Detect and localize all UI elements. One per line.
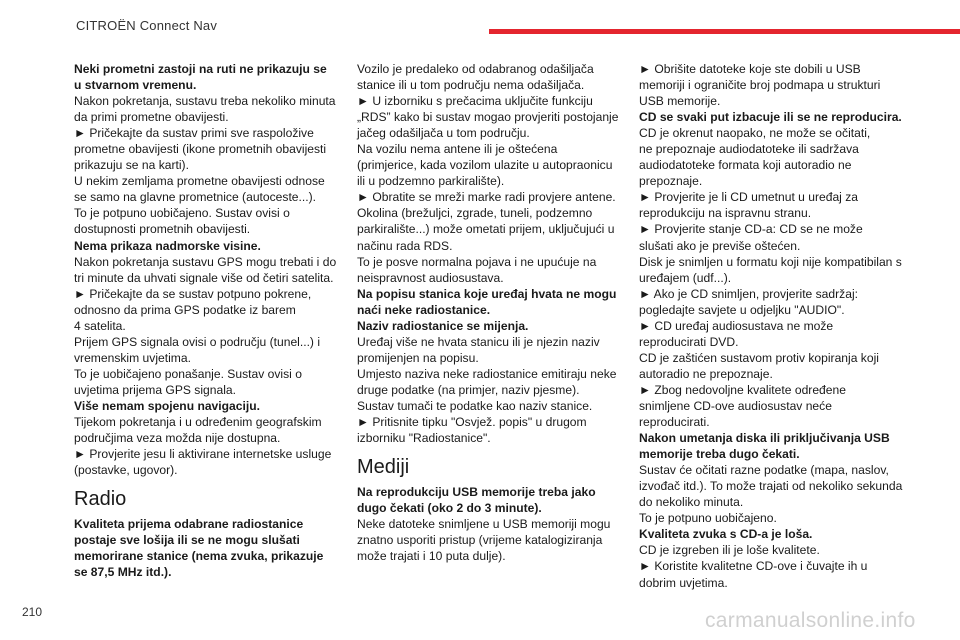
section-heading: Mediji [357,456,410,479]
topic-heading-line: Naziv radiostanice se mijenja. [357,318,529,333]
page-number: 210 [22,605,43,619]
body-text-line: do nekoliko minuta. [639,495,744,510]
body-text-line: ► Pričekajte da se sustav potpuno pokrene, [74,286,312,301]
text-column-right [639,61,907,591]
body-text-line: promijenjen na popisu. [357,350,479,365]
topic-heading-line: u stvarnom vremenu. [74,78,197,93]
body-text-line: ► Ako je CD snimljen, provjerite sadržaj: [639,286,858,301]
watermark: carmanualsonline.info [705,609,916,632]
body-text-line: područjima veza možda nije dostupna. [74,431,281,446]
topic-heading-line: se 87,5 MHz itd.). [74,565,172,580]
body-text-line: Sustav tumači te podatke kao naziv stanice. [357,398,593,413]
body-text-line: audiodatoteke formata koji autoradio ne [639,158,852,173]
topic-heading-line: memorije treba dugo čekati. [639,447,800,462]
body-text-line: ► Provjerite stanje CD-a: CD se ne može [639,222,863,237]
body-text-line: To je potpuno uobičajeno. [639,511,777,526]
body-text-line: načinu rada RDS. [357,238,453,253]
body-text-line: ► Koristite kvalitetne CD-ove i čuvajte ih u [639,559,868,574]
body-text-line: ili u podzemno parkiralište). [357,174,505,189]
body-text-line: reprodukciju na ispravnu stranu. [639,206,812,221]
body-text-line: To je posve normalna pojava i ne upućuje na [357,254,597,269]
body-text-line: jačeg odašiljača u tom području. [357,126,530,141]
body-text-line: Okolina (brežuljci, zgrade, tuneli, podzemno [357,206,593,221]
body-text-line: Neke datoteke snimljene u USB memoriji mogu [357,517,611,532]
body-text-line: neispravnost audiosustava. [357,270,504,285]
body-text-line: slušati ako je previše oštećen. [639,238,801,253]
body-text-line: izvođač itd.). To može trajati od nekoliko sekunda [639,479,903,494]
body-text-line: snimljene CD-ove audiosustav neće [639,398,832,413]
topic-heading-line: Kvaliteta prijema odabrane radiostanice [74,517,304,532]
body-text-line: U nekim zemljama prometne obavijesti odnose [74,174,325,189]
body-text-line: Disk je snimljen u formatu koji nije kompatibilan s [639,254,902,269]
body-text-line: znatno usporiti pristup (vrijeme katalogiziranja [357,533,603,548]
body-text-line: ► U izborniku s prečacima uključite funkciju [357,94,593,109]
body-text-line: reproducirati. [639,415,710,430]
topic-heading-line: Nakon umetanja diska ili priključivanja USB [639,431,890,446]
body-text-line: vremenskim uvjetima. [74,350,191,365]
body-text-line: (primjerice, kada vozilom ulazite u autopraonicu [357,158,613,173]
page-header-title: CITROËN Connect Nav [76,18,218,33]
body-text-line: uvjetima prijema GPS signala. [74,382,236,397]
body-text-line: Sustav će očitati razne podatke (mapa, naslov, [639,463,889,478]
body-text-line: ► Obrišite datoteke koje ste dobili u USB [639,62,861,76]
body-text-line: (postavke, ugovor). [74,463,178,478]
body-text-line: odnosno da prima GPS podatke iz barem [74,302,296,317]
topic-heading-line: memorirane stanice (nema zvuka, prikazuje [74,549,324,564]
body-text-line: reproducirati DVD. [639,334,739,349]
body-text-line: memoriji i ograničite broj podmapa u strukturi [639,78,881,93]
topic-heading-line: dugo čekati (oko 2 do 3 minute). [357,501,542,516]
text-column-middle [357,61,625,564]
body-text-line: Na vozilu nema antene ili je oštećena [357,142,558,157]
body-text-line: može trajati i 10 puta dulje). [357,549,506,564]
body-text-line: Umjesto naziva neke radiostanice emitiraju neke [357,366,617,381]
body-text-line: ► Pritisnite tipku "Osvjež. popis" u drugom [357,415,587,430]
body-text-line: se samo na glavne prometnice (autoceste...). [74,190,316,205]
body-text-line: prepoznaje. [639,174,703,189]
body-text-line: ► Provjerite jesu li aktivirane internetske usluge [74,447,332,462]
body-text-line: dobrim uvjetima. [639,575,728,590]
body-text-line: Nakon pokretanja, sustavu treba nekoliko minuta [74,94,336,109]
body-text-line: To je uobičajeno ponašanje. Sustav ovisi o [74,366,302,381]
body-text-line: Prijem GPS signala ovisi o području (tunel...) i [74,334,321,349]
body-text-line: dostupnosti prometnih obavijesti. [74,222,251,237]
body-text-line: Tijekom pokretanja i u određenim geografskim [74,415,322,430]
body-text-line: Nakon pokretanja sustavu GPS mogu trebati i do [74,254,337,269]
body-text-line: stanice ili u tom području nema odašiljača. [357,78,585,93]
body-text-line: pogledajte savjete u odjeljku "AUDIO". [639,302,845,317]
topic-heading-line: Kvaliteta zvuka s CD-a je loša. [639,527,813,542]
body-text-line: 4 satelita. [74,318,126,333]
body-text-line: izborniku "Radiostanice". [357,431,491,446]
body-text-line: prometne obavijesti (ikone prometnih obavijesti [74,142,327,157]
body-text-line: Vozilo je predaleko od odabranog odašiljača [357,62,594,76]
body-text-line: ► Obratite se mreži marke radi provjere antene. [357,190,616,205]
body-text-line: USB memorije. [639,94,721,109]
topic-heading-line: CD se svaki put izbacuje ili se ne reproducira. [639,110,902,125]
topic-heading-line: Neki prometni zastoji na ruti ne prikazuju se [74,62,327,76]
body-text-line: uređajem (udf...). [639,270,732,285]
topic-heading-line: Na reprodukciju USB memorije treba jako [357,485,596,500]
body-text-line: „RDS” kako bi sustav mogao provjeriti postojanje [357,110,619,125]
body-text-line: CD je izgreben ili je loše kvalitete. [639,543,820,558]
body-text-line: CD je zaštićen sustavom protiv kopiranja koji [639,350,879,365]
topic-heading-line: postaje sve lošija ili se ne mogu slušati [74,533,300,548]
body-text-line: autoradio ne prepoznaje. [639,366,773,381]
header-accent-bar [489,29,960,34]
text-column-left [74,61,342,580]
body-text-line: parkiralište...) može ometati prijem, uključujući u [357,222,615,237]
topic-heading-line: Nema prikaza nadmorske visine. [74,238,261,253]
topic-heading-line: Više nemam spojenu navigaciju. [74,398,260,413]
body-text-line: To je potpuno uobičajeno. Sustav ovisi o [74,206,290,221]
body-text-line: prikazuju se na karti). [74,158,189,173]
body-text-line: CD je okrenut naopako, ne može se očitati, [639,126,871,141]
section-heading: Radio [74,488,127,511]
body-text-line: Uređaj više ne hvata stanicu ili je njezin naziv [357,334,600,349]
topic-heading-line: naći neke radiostanice. [357,302,491,317]
body-text-line: tri minute da uhvati signale više od četiri satelita. [74,270,334,285]
body-text-line: ► CD uređaj audiosustava ne može [639,318,834,333]
topic-heading-line: Na popisu stanica koje uređaj hvata ne mogu [357,286,617,301]
body-text-line: ► Zbog nedovoljne kvalitete određene [639,382,846,397]
body-text-line: ne prepoznaje audiodatoteke ili sadržava [639,142,859,157]
body-text-line: druge podatke (na primjer, naziv pjesme). [357,382,580,397]
body-text-line: da primi prometne obavijesti. [74,110,229,125]
body-text-line: ► Pričekajte da sustav primi sve raspoložive [74,126,314,141]
body-text-line: ► Provjerite je li CD umetnut u uređaj za [639,190,858,205]
